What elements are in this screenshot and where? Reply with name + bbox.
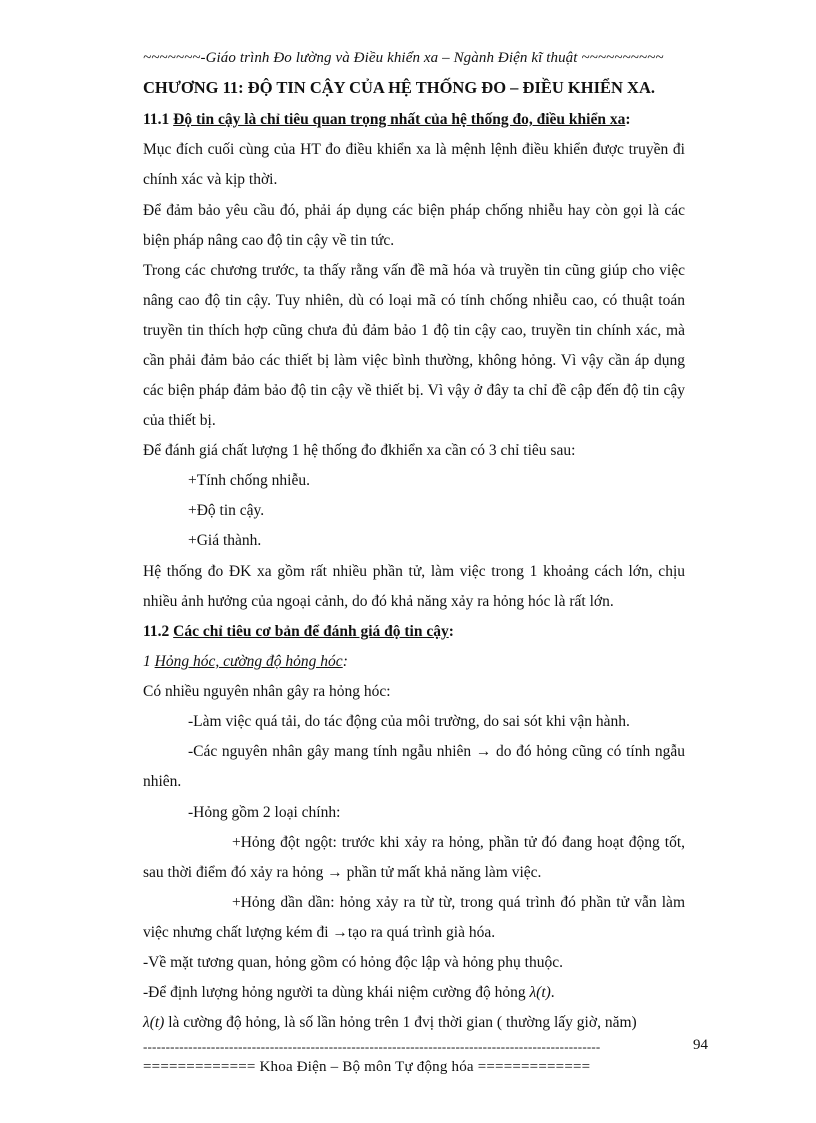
bullet-line: +Hỏng dần dần: hỏng xảy ra từ từ, trong quá trình đó phần tử vẫn làm [232, 894, 685, 911]
bullet-end: . [550, 984, 555, 1001]
paragraph-line: của thiết bị. [143, 412, 216, 429]
section-heading-11-2 [143, 622, 454, 642]
paragraph-line [143, 1013, 637, 1033]
section-colon: : [625, 111, 631, 128]
bullet-line: việc nhưng chất lượng kém đi →tạo ra quá trình già hóa. [143, 924, 496, 941]
paragraph-line: biện pháp nâng cao độ tin cậy về tin tức. [143, 232, 395, 249]
section-title: Độ tin cậy là chỉ tiêu quan trọng nhất của hệ thống đo, điều khiển xa [173, 111, 626, 128]
subsection-colon: : [342, 653, 348, 670]
bullet-line: -Về mặt tương quan, hỏng gồm có hỏng độc lập và hỏng phụ thuộc. [143, 954, 563, 971]
page-number: 94 [693, 1037, 708, 1053]
paragraph-line: Trong các chương trước, ta thấy rằng vấn đề mã hóa và truyền tin cũng giúp cho việc [143, 262, 685, 279]
bullet-line: nhiên. [143, 773, 182, 790]
paragraph-text: là cường độ hỏng, là số lần hỏng trên 1 đvị thời gian ( thường lấy giờ, năm) [168, 1014, 637, 1031]
section-title: Các chỉ tiêu cơ bản để đánh giá độ tin cậy [173, 623, 449, 640]
section-heading-11-1 [143, 110, 631, 130]
paragraph-line: Để đảm bảo yêu cầu đó, phải áp dụng các biện pháp chống nhiễu hay còn gọi là các [143, 202, 685, 219]
subsection-heading [143, 652, 348, 672]
criteria-item: +Giá thành. [188, 532, 262, 549]
subsection-title: Hỏng hóc, cường độ hỏng hóc [154, 653, 343, 670]
page-footer: ============= Khoa Điện – Bộ môn Tự động hóa ============= [143, 1059, 591, 1075]
criteria-item: +Độ tin cậy. [188, 502, 265, 519]
section-number: 11.1 [143, 111, 170, 128]
subsection-number: 1 [143, 653, 151, 670]
bullet-line: -Làm việc quá tải, do tác động của môi trường, do sai sót khi vận hành. [188, 713, 630, 730]
bullet-line [143, 983, 555, 1003]
paragraph-line: Có nhiều nguyên nhân gây ra hỏng hóc: [143, 683, 391, 700]
criteria-item: +Tính chống nhiễu. [188, 472, 310, 489]
section-colon: : [448, 623, 454, 640]
lambda-symbol: λ(t) [143, 1014, 165, 1031]
paragraph-line: chính xác và kịp thời. [143, 171, 278, 188]
chapter-title: CHƯƠNG 11: ĐỘ TIN CẬY CỦA HỆ THỐNG ĐO – ĐIỀU KHIỂN XA. [143, 78, 656, 97]
paragraph-line: nhiều ảnh hưởng của ngoại cảnh, do đó khả năng xảy ra hỏng hóc là rất lớn. [143, 593, 614, 610]
bullet-line: sau thời điểm đó xảy ra hỏng → phần tử mất khả năng làm việc. [143, 864, 542, 881]
page-header: ~~~~~~~-Giáo trình Đo lường và Điều khiển xa – Ngành Điện kĩ thuật ~~~~~~~~~~ [143, 50, 664, 66]
paragraph-line: Để đánh giá chất lượng 1 hệ thống đo đkhiển xa cần có 3 chỉ tiêu sau: [143, 442, 576, 459]
paragraph-line: các biện pháp đảm bảo độ tin cậy về thiết bị. Vì vậy ở đây ta chỉ đề cập đến độ tin cậy [143, 382, 685, 399]
bullet-text: -Để định lượng hỏng người ta dùng khái niệm cường độ hỏng [143, 984, 526, 1001]
paragraph-line: cần phải đảm bảo các thiết bị làm việc bình thường, không hỏng. Vì vậy cần áp dụng [143, 352, 685, 369]
section-number: 11.2 [143, 623, 170, 640]
lambda-symbol: λ(t) [529, 984, 551, 1001]
bullet-line: +Hỏng đột ngột: trước khi xảy ra hỏng, phần tử đó đang hoạt động tốt, [232, 834, 685, 851]
paragraph-line: truyền tin thích hợp cũng chưa đủ đảm bảo 1 độ tin cậy cao, truyền tin chính xác, mà [143, 322, 685, 339]
paragraph-line: nâng cao độ tin cậy. Tuy nhiên, dù có loại mã có tính chống nhiễu cao, có thuật toán [143, 292, 685, 309]
bullet-line: -Hỏng gồm 2 loại chính: [188, 804, 341, 821]
paragraph-line: Mục đích cuối cùng của HT đo điều khiển xa là mệnh lệnh điều khiển được truyền đi [143, 141, 685, 158]
footer-rule: ----------------------------------------------------------------------------------------------------- [143, 1039, 601, 1054]
bullet-line: -Các nguyên nhân gây mang tính ngẫu nhiên → do đó hỏng cũng có tính ngẫu [188, 743, 685, 760]
paragraph-line: Hệ thống đo ĐK xa gồm rất nhiều phần tử, làm việc trong 1 khoảng cách lớn, chịu [143, 563, 685, 580]
